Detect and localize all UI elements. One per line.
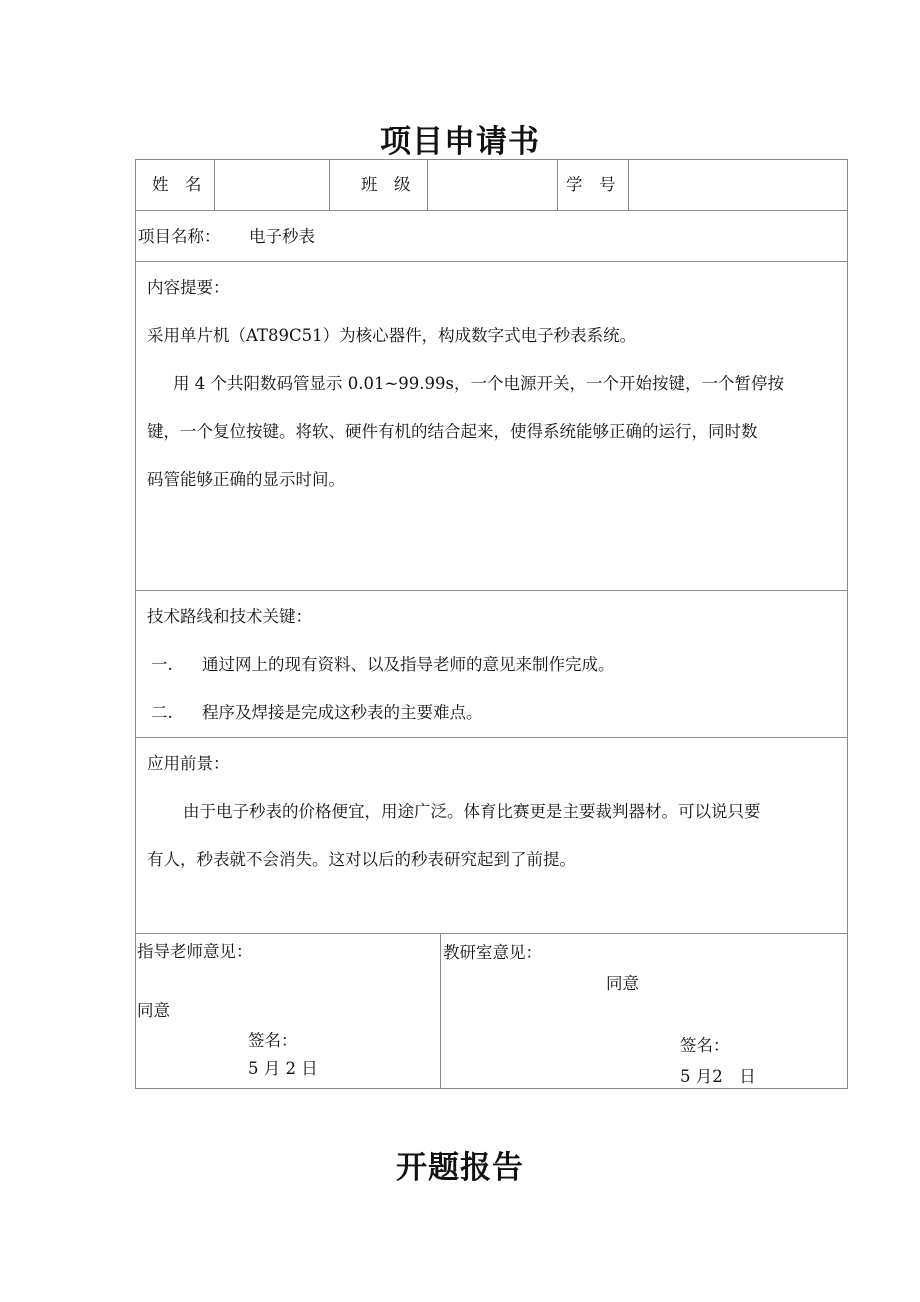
- column-divider: [440, 933, 441, 1089]
- column-divider: [214, 159, 215, 210]
- prospects-paragraph-line: 由于电子秒表的价格便宜，用途广泛。体育比赛更是主要裁判器材。可以说只要: [183, 802, 761, 821]
- technical-item-marker: 一.: [151, 655, 173, 674]
- technical-item-text: 通过网上的现有资料、以及指导老师的意见来制作完成。: [202, 655, 615, 674]
- row-divider: [135, 261, 848, 262]
- advisor-signature-date: 5 月 2 日: [248, 1059, 318, 1078]
- row-divider: [135, 737, 848, 738]
- advisor-opinion-label: 指导老师意见：: [137, 942, 253, 961]
- column-divider: [427, 159, 428, 210]
- row-divider: [135, 933, 848, 934]
- summary-paragraph-line: 用 4 个共阳数码管显示 0.01~99.99s，一个电源开关，一个开始按键，一个暂停按: [173, 374, 784, 393]
- technical-item-marker: 二.: [151, 703, 173, 722]
- student-id-label: 学 号: [566, 175, 616, 194]
- name-label: 姓 名: [152, 175, 202, 194]
- row-divider: [135, 590, 848, 591]
- column-divider: [329, 159, 330, 210]
- summary-label: 内容提要：: [147, 278, 230, 297]
- row-divider: [135, 210, 848, 211]
- technical-item-text: 程序及焊接是完成这秒表的主要难点。: [202, 703, 483, 722]
- summary-paragraph-line: 键，一个复位按键。将软、硬件有机的结合起来，使得系统能够正确的运行，同时数: [147, 422, 758, 441]
- column-divider: [628, 159, 629, 210]
- summary-paragraph-line: 采用单片机（AT89C51）为核心器件，构成数字式电子秒表系统。: [147, 326, 637, 345]
- technical-label: 技术路线和技术关键：: [147, 607, 312, 626]
- column-divider: [557, 159, 558, 210]
- office-signature-label: 签名：: [680, 1036, 730, 1055]
- office-opinion-label: 教研室意见：: [443, 943, 542, 962]
- office-opinion-text: 同意: [606, 974, 639, 993]
- prospects-label: 应用前景：: [147, 754, 230, 773]
- class-label: 班 级: [361, 175, 411, 194]
- prospects-paragraph-line: 有人，秒表就不会消失。这对以后的秒表研究起到了前提。: [147, 850, 576, 869]
- proposal-title: 开题报告: [396, 1150, 524, 1186]
- project-name-label: 项目名称：: [138, 227, 221, 246]
- application-title: 项目申请书: [380, 124, 540, 160]
- summary-paragraph-line: 码管能够正确的显示时间。: [147, 470, 345, 489]
- advisor-signature-label: 签名：: [248, 1031, 298, 1050]
- office-signature-date: 5 月2 日: [680, 1067, 756, 1086]
- project-name-value: 电子秒表: [249, 227, 315, 246]
- advisor-opinion-text: 同意: [137, 1001, 170, 1020]
